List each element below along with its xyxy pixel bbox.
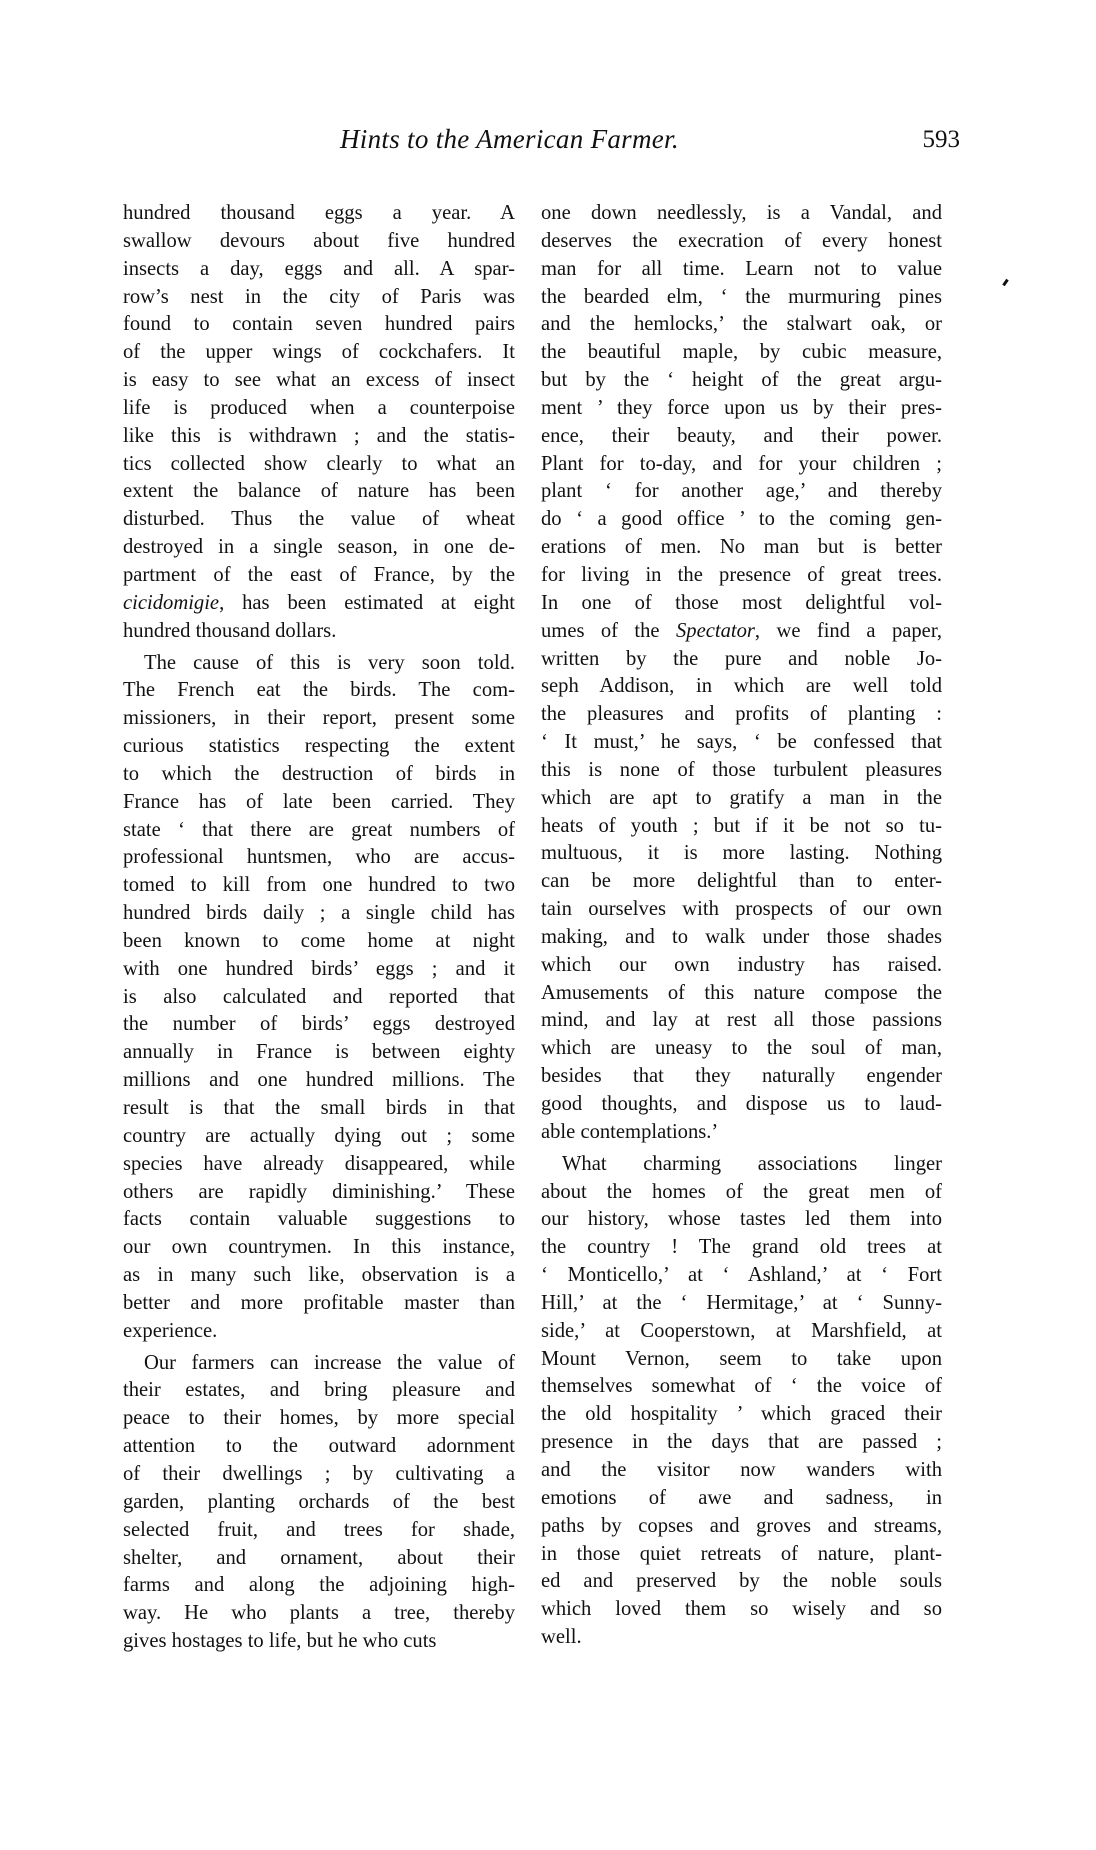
text-line: multuous, it is more lasting. Nothing	[541, 842, 942, 865]
text-line: Plant for to-day, and for your children ;	[541, 452, 942, 475]
text-line: result is that the small birds in that	[123, 1097, 515, 1119]
text-line: disturbed. Thus the value of wheat	[123, 508, 515, 531]
running-head	[340, 118, 960, 162]
text-line: with one hundred birds’ eggs ; and it	[123, 957, 515, 980]
text-line: which are apt to gratify a man in the	[541, 786, 942, 809]
text-line: destroyed in a single season, in one de-	[123, 536, 515, 559]
text-line: the pleasures and profits of planting :	[541, 703, 942, 726]
text-line: Our farmers can increase the value of	[144, 1351, 515, 1374]
running-title: Hints to the American Farmer.	[340, 124, 679, 154]
text-line: Hill,’ at the ‘ Hermitage,’ at ‘ Sunny-	[541, 1291, 942, 1314]
text-line: man for all time. Learn not to value	[541, 257, 942, 280]
text-line: mind, and lay at rest all those passions	[541, 1009, 942, 1032]
text-line: tain ourselves with prospects of our own	[541, 898, 942, 921]
text-line: the old hospitality ’ which graced their	[541, 1403, 942, 1426]
paragraph	[123, 200, 515, 646]
text-line: gives hostages to life, but he who cuts	[123, 1630, 437, 1653]
text-line: presence in the days that are passed ;	[541, 1431, 942, 1454]
text-line: umes of the Spectator, we find a paper,	[541, 619, 943, 642]
text-line: making, and to walk under those shades	[541, 925, 942, 948]
text-line: life is produced when a counterpoise	[123, 396, 515, 419]
text-line: selected fruit, and trees for shade,	[123, 1518, 515, 1541]
text-line: ment ’ they force upon us by their pres-	[541, 396, 942, 419]
text-line: one down needlessly, is a Vandal, and	[541, 202, 942, 224]
text-line: partment of the east of France, by the	[123, 563, 515, 586]
text-line: tomed to kill from one hundred to two	[123, 874, 515, 897]
text-line: but by the ‘ height of the great argu-	[541, 369, 942, 392]
text-line: The cause of this is very soon told.	[144, 651, 515, 674]
text-line: ‘ It must,’ he says, ‘ be confessed that	[541, 731, 942, 754]
text-line: row’s nest in the city of Paris was	[123, 285, 515, 308]
text-line: hundred thousand eggs a year. A	[123, 202, 515, 224]
text-line: Mount Vernon, seem to take upon	[541, 1347, 942, 1370]
text-line: way. He who plants a tree, thereby	[123, 1602, 515, 1625]
text-line: is also calculated and reported that	[123, 985, 515, 1008]
text-line: this is none of those turbulent pleasures	[541, 758, 942, 781]
text-line: good thoughts, and dispose us to laud-	[541, 1093, 942, 1115]
text-line: for living in the presence of great trees.	[541, 563, 942, 586]
text-line: country are actually dying out ; some	[123, 1124, 515, 1147]
text-line: side,’ at Cooperstown, at Marshfield, at	[541, 1319, 942, 1342]
text-line: missioners, in their report, present some	[123, 707, 515, 730]
text-line: The French eat the birds. The com-	[123, 679, 515, 702]
text-line: in those quiet retreats of nature, plant-	[541, 1542, 942, 1565]
stray-ink-mark	[1002, 279, 1008, 286]
text-line: besides that they naturally engender	[541, 1065, 942, 1088]
text-line: which are uneasy to the soul of man,	[541, 1037, 942, 1060]
text-line: experience.	[123, 1319, 218, 1342]
text-line: is easy to see what an excess of insect	[123, 369, 515, 392]
text-line: ‘ Monticello,’ at ‘ Ashland,’ at ‘ Fort	[541, 1264, 942, 1287]
text-line: professional huntsmen, who are accus-	[123, 846, 515, 869]
text-line: state ‘ that there are great numbers of	[123, 818, 515, 841]
text-line: which our own industry has raised.	[541, 953, 942, 976]
text-line: the beautiful maple, by cubic measure,	[541, 341, 942, 364]
text-line: our own countrymen. In this instance,	[123, 1236, 515, 1259]
text-line: In one of those most delightful vol-	[541, 591, 942, 614]
page-number: 593	[922, 126, 960, 153]
text-line: deserves the execration of every honest	[541, 229, 942, 252]
paragraph	[541, 1151, 942, 1652]
text-line: cicidomigie, has been estimated at eight	[123, 591, 515, 614]
text-line: their estates, and bring pleasure and	[123, 1379, 515, 1402]
text-line: can be more delightful than to enter-	[541, 870, 942, 893]
text-line: tics collected show clearly to what an	[123, 452, 515, 475]
text-line: species have already disappeared, while	[123, 1152, 515, 1175]
text-line: others are rapidly diminishing.’ These	[123, 1180, 515, 1203]
text-line: the bearded elm, ‘ the murmuring pines	[541, 285, 942, 308]
text-line: farms and along the adjoining high-	[123, 1574, 515, 1597]
text-line: found to contain seven hundred pairs	[123, 313, 515, 336]
text-line: which loved them so wisely and so	[541, 1598, 942, 1621]
text-line: millions and one hundred millions. The	[123, 1069, 515, 1092]
paragraph	[123, 650, 515, 1346]
text-line: erations of men. No man but is better	[541, 536, 942, 559]
text-line: peace to their homes, by more special	[123, 1407, 515, 1430]
text-line: about the homes of the great men of	[541, 1180, 942, 1203]
text-line: do ‘ a good office ’ to the coming gen-	[541, 508, 942, 531]
italic-term: Spectator	[675, 619, 755, 642]
text-line: plant ‘ for another age,’ and thereby	[541, 480, 942, 503]
text-line: to which the destruction of birds in	[123, 762, 515, 785]
text-line: hundred birds daily ; a single child has	[123, 902, 515, 925]
text-line: swallow devours about five hundred	[123, 229, 515, 252]
text-line: themselves somewhat of ‘ the voice of	[541, 1375, 942, 1398]
text-line: and the hemlocks,’ the stalwart oak, or	[541, 313, 942, 336]
text-line: like this is withdrawn ; and the statis-	[123, 424, 515, 447]
text-line: well.	[541, 1626, 582, 1649]
text-line: What charming associations linger	[562, 1152, 942, 1175]
text-line: as in many such like, observation is a	[123, 1264, 515, 1287]
text-line: seph Addison, in which are well told	[541, 675, 942, 698]
text-line: able contemplations.’	[541, 1120, 719, 1143]
text-line: garden, planting orchards of the best	[123, 1490, 515, 1513]
text-line: of the upper wings of cockchafers. It	[123, 341, 515, 364]
text-line: written by the pure and noble Jo-	[541, 647, 942, 670]
text-line: better and more profitable master than	[123, 1291, 515, 1314]
text-line: of their dwellings ; by cultivating a	[123, 1462, 515, 1485]
text-line: facts contain valuable suggestions to	[123, 1208, 515, 1231]
text-line: attention to the outward adornment	[123, 1435, 515, 1458]
text-line: shelter, and ornament, about their	[123, 1546, 515, 1569]
text-line: the number of birds’ eggs destroyed	[123, 1013, 515, 1036]
text-line: ence, their beauty, and their power.	[541, 424, 942, 447]
text-line: France has of late been carried. They	[123, 790, 515, 813]
text-line: the country ! The grand old trees at	[541, 1236, 942, 1259]
right-column	[541, 200, 942, 1652]
text-line: Amusements of this nature compose the	[541, 981, 942, 1004]
text-line: annually in France is between eighty	[123, 1041, 515, 1064]
text-line: paths by copses and groves and streams,	[541, 1514, 942, 1537]
text-line: curious statistics respecting the extent	[123, 735, 515, 758]
text-line: hundred thousand dollars.	[123, 619, 337, 642]
left-column	[123, 200, 515, 1656]
paragraph	[541, 200, 942, 1147]
text-line: emotions of awe and sadness, in	[541, 1486, 942, 1509]
text-line: our history, whose tastes led them into	[541, 1208, 942, 1231]
paragraph	[123, 1350, 515, 1656]
text-line: extent the balance of nature has been	[123, 480, 515, 503]
text-line: insects a day, eggs and all. A spar-	[123, 257, 515, 280]
text-line: and the visitor now wanders with	[541, 1458, 942, 1481]
text-line: been known to come home at night	[123, 929, 515, 952]
text-line: heats of youth ; but if it be not so tu-	[541, 814, 942, 837]
italic-term: cicidomigie	[123, 591, 220, 614]
text-line: ed and preserved by the noble souls	[541, 1570, 942, 1593]
